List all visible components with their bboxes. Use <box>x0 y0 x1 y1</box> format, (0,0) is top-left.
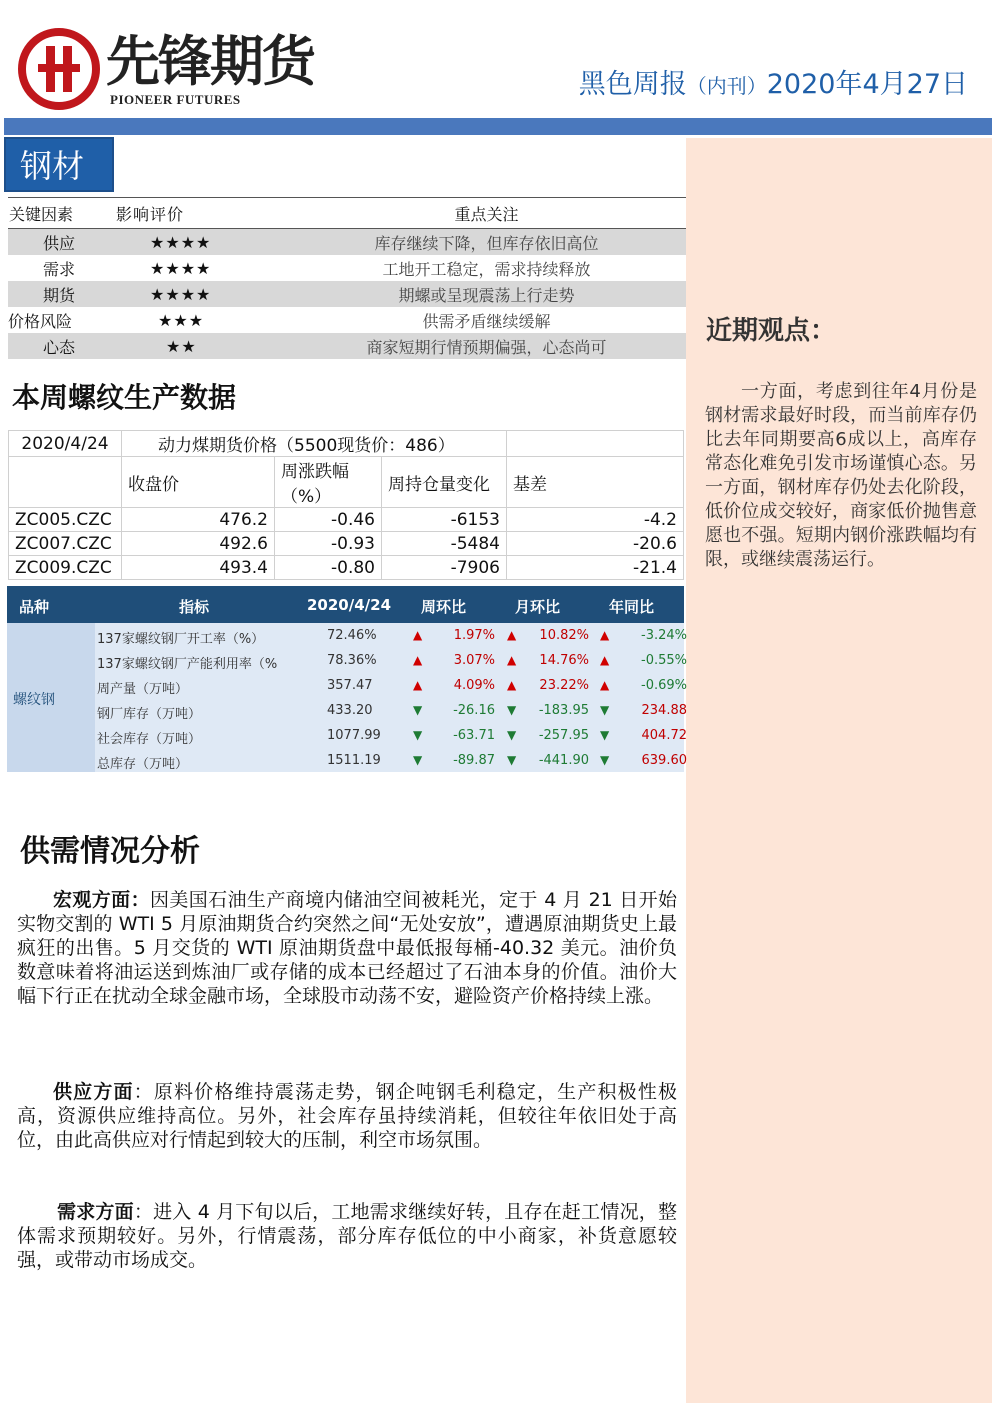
wow-value: -89.87 <box>453 753 495 768</box>
report-subtitle: （内刊） <box>686 74 767 98</box>
supply-paragraph <box>17 1080 677 1152</box>
arrow-down-icon: ▼ <box>413 753 423 767</box>
current-value: 72.46% <box>327 628 377 643</box>
variety-name: 螺纹钢 <box>13 692 55 708</box>
macro-paragraph <box>17 888 677 1008</box>
arrow-down-icon: ▼ <box>600 703 610 717</box>
table-row <box>8 255 686 281</box>
column-header: 2020/4/24 <box>307 596 392 614</box>
demand-paragraph <box>17 1200 677 1272</box>
table-row <box>8 307 686 333</box>
arrow-up-icon: ▲ <box>413 653 423 667</box>
arrow-down-icon: ▼ <box>413 703 423 717</box>
column-header: 重点关注 <box>287 198 686 229</box>
brand-name-cn: 先锋期货 <box>106 29 314 93</box>
open-interest-change: -7906 <box>382 556 507 580</box>
column-header: 年同比 <box>609 598 655 616</box>
mom-value: -441.90 <box>538 753 589 768</box>
rating-stars: ★★★★ <box>150 258 212 278</box>
column-header: 收盘价 <box>122 457 275 508</box>
column-header: 基差 <box>507 457 684 508</box>
rating-stars: ★★★★ <box>110 229 287 256</box>
yoy-value: 404.72 <box>641 728 687 743</box>
section-title-production: 本周螺纹生产数据 <box>12 381 237 414</box>
wow-value: -26.16 <box>453 703 495 718</box>
macro-label: 宏观方面： <box>53 889 150 911</box>
arrow-down-icon: ▼ <box>507 703 517 717</box>
table-row <box>9 431 684 457</box>
company-logo <box>18 28 100 110</box>
focus-text: 供需矛盾继续缓解 <box>422 311 551 331</box>
contract-code: ZC005.CZC <box>9 508 122 532</box>
sidebar-text: 一方面，考虑到往年4月份是钢材需求最好时段，而当前库存仍比去年同期要高6成以上，高库存常态化难免引发市场谨慎心态。另一方面，钢材库存仍处去化阶段，低价位成交较好，商家低价抛售意愿也不强。短期内钢价涨跌幅均有限，或继续震荡运行。 <box>705 381 977 570</box>
basis: -20.6 <box>507 532 684 556</box>
table-date: 2020/4/24 <box>9 431 122 457</box>
column-header: 影响评价 <box>110 198 287 229</box>
macro-text: 因美国石油生产商境内储油空间被耗光，定于 4 月 21 日开始实物交割的 WTI 5 月原油期货合约突然之间“无处安放”，遭遇原油期货史上最疯狂的出售。5 月交货的 WTI 原油期货盘中最低报每桶-40.32 美元。油价负数意味着将油运送到炼油厂或存储的成本已经超过了石油本身的价值。油价大幅下行正在扰动全球金融市场，全球股市动荡不安，避险资产价格持续上涨。 <box>17 889 677 1007</box>
factor-name: 心态 <box>8 333 110 359</box>
production-header <box>7 586 684 623</box>
brand-name-en: PIONEER FUTURES <box>110 92 241 107</box>
table-row <box>95 698 687 723</box>
indicator-name: 周产量（万吨） <box>97 682 189 697</box>
current-value: 433.20 <box>327 703 373 718</box>
table-row <box>9 556 684 580</box>
factor-name: 价格风险 <box>8 311 73 331</box>
indicator-name: 总库存（万吨） <box>97 757 189 772</box>
demand-text: ：进入 4 月下旬以后，工地需求继续好转，且存在赶工情况，整体需求预期较好。另外，行情震荡，部分库存低位的中小商家，补货意愿较强，或带动市场成交。 <box>17 1201 677 1271</box>
column-header: 周涨跌幅（%） <box>275 457 382 508</box>
arrow-up-icon: ▲ <box>507 628 517 642</box>
table-row <box>95 723 687 748</box>
factor-name: 需求 <box>42 259 75 279</box>
header-divider-bar <box>4 118 992 135</box>
indicator-name: 社会库存（万吨） <box>97 732 202 747</box>
arrow-down-icon: ▼ <box>507 728 517 742</box>
arrow-down-icon: ▼ <box>507 753 517 767</box>
supply-text: ：原料价格维持震荡走势，钢企吨钢毛利稳定，生产积极性极高，资源供应维持高位。另外，社会库存虽持续消耗，但较往年依旧处于高位，由此高供应对行情起到较大的压制，利空市场氛围。 <box>17 1081 677 1151</box>
close-price: 492.6 <box>122 532 275 556</box>
wow-value: -63.71 <box>453 728 495 743</box>
current-value: 1077.99 <box>327 728 381 743</box>
table-row <box>9 508 684 532</box>
table-row <box>95 648 687 673</box>
basis: -21.4 <box>507 556 684 580</box>
rating-stars: ★★★ <box>158 310 205 330</box>
wow-value: 1.97% <box>453 628 495 643</box>
close-price: 493.4 <box>122 556 275 580</box>
arrow-up-icon: ▲ <box>507 678 517 692</box>
column-header: 月环比 <box>515 598 561 616</box>
column-header: 品种 <box>19 598 50 616</box>
table-row <box>95 623 687 648</box>
yoy-value: -0.55% <box>641 653 687 668</box>
sidebar-title: 近期观点： <box>706 316 837 346</box>
table-row <box>8 333 686 359</box>
column-header: 周持仓量变化 <box>382 457 507 508</box>
section-tab-steel: 钢材 <box>4 137 114 192</box>
arrow-up-icon: ▲ <box>600 678 610 692</box>
current-value: 1511.19 <box>327 753 381 768</box>
open-interest-change: -5484 <box>382 532 507 556</box>
contract-code: ZC009.CZC <box>9 556 122 580</box>
table-header-row <box>9 457 684 508</box>
focus-text: 库存继续下降，但库存依旧高位 <box>287 229 686 256</box>
arrow-up-icon: ▲ <box>413 628 423 642</box>
arrow-up-icon: ▲ <box>413 678 423 692</box>
report-main-title: 黑色周报 <box>578 69 687 100</box>
yoy-value: -3.24% <box>641 628 687 643</box>
indicator-name: 137家螺纹钢厂产能利用率（% <box>97 657 278 672</box>
rebar-production-table <box>7 586 687 772</box>
arrow-up-icon: ▲ <box>507 653 517 667</box>
report-title <box>579 62 968 101</box>
variety-cell <box>7 623 95 772</box>
open-interest-change: -6153 <box>382 508 507 532</box>
focus-text: 期螺或呈现震荡上行走势 <box>287 281 686 307</box>
focus-text: 工地开工稳定，需求持续释放 <box>382 259 591 279</box>
table-row <box>95 748 687 773</box>
mom-value: -257.95 <box>538 728 589 743</box>
yoy-value: -0.69% <box>641 678 687 693</box>
arrow-up-icon: ▲ <box>600 653 610 667</box>
factor-name: 期货 <box>8 281 110 307</box>
table-row <box>95 673 687 698</box>
weekly-change: -0.93 <box>275 532 382 556</box>
arrow-down-icon: ▼ <box>600 728 610 742</box>
column-header: 指标 <box>179 598 210 616</box>
rating-stars: ★★ <box>110 333 287 359</box>
column-header: 周环比 <box>421 598 467 616</box>
indicator-name: 钢厂库存（万吨） <box>97 707 202 722</box>
weekly-change: -0.46 <box>275 508 382 532</box>
weekly-change: -0.80 <box>275 556 382 580</box>
contract-code: ZC007.CZC <box>9 532 122 556</box>
key-factors-table <box>8 197 686 359</box>
wow-value: 4.09% <box>453 678 495 693</box>
arrow-down-icon: ▼ <box>600 753 610 767</box>
mom-value: -183.95 <box>538 703 589 718</box>
table-row <box>8 229 686 256</box>
rating-stars: ★★★★ <box>110 281 287 307</box>
table-row <box>9 532 684 556</box>
arrow-up-icon: ▲ <box>600 628 610 642</box>
coal-futures-table <box>8 430 684 580</box>
table-row <box>8 281 686 307</box>
report-date: 2020年4月27日 <box>766 69 968 100</box>
factor-name: 供应 <box>8 229 110 256</box>
current-value: 357.47 <box>327 678 373 693</box>
yoy-value: 234.88 <box>641 703 687 718</box>
key-factors-header <box>8 198 686 229</box>
mom-value: 14.76% <box>539 653 589 668</box>
demand-label: 需求方面 <box>57 1201 134 1223</box>
mom-value: 10.82% <box>539 628 589 643</box>
supply-label: 供应方面 <box>53 1081 134 1103</box>
table-caption: 动力煤期货价格（5500现货价：486） <box>122 431 507 457</box>
focus-text: 商家短期行情预期偏强，心态尚可 <box>287 333 686 359</box>
section-title-analysis: 供需情况分析 <box>20 834 200 869</box>
wow-value: 3.07% <box>453 653 495 668</box>
basis: -4.2 <box>507 508 684 532</box>
indicator-name: 137家螺纹钢厂开工率（%） <box>97 632 265 647</box>
arrow-down-icon: ▼ <box>413 728 423 742</box>
yoy-value: 639.60 <box>641 753 687 768</box>
close-price: 476.2 <box>122 508 275 532</box>
column-header: 关键因素 <box>8 198 110 229</box>
mom-value: 23.22% <box>539 678 589 693</box>
current-value: 78.36% <box>327 653 377 668</box>
